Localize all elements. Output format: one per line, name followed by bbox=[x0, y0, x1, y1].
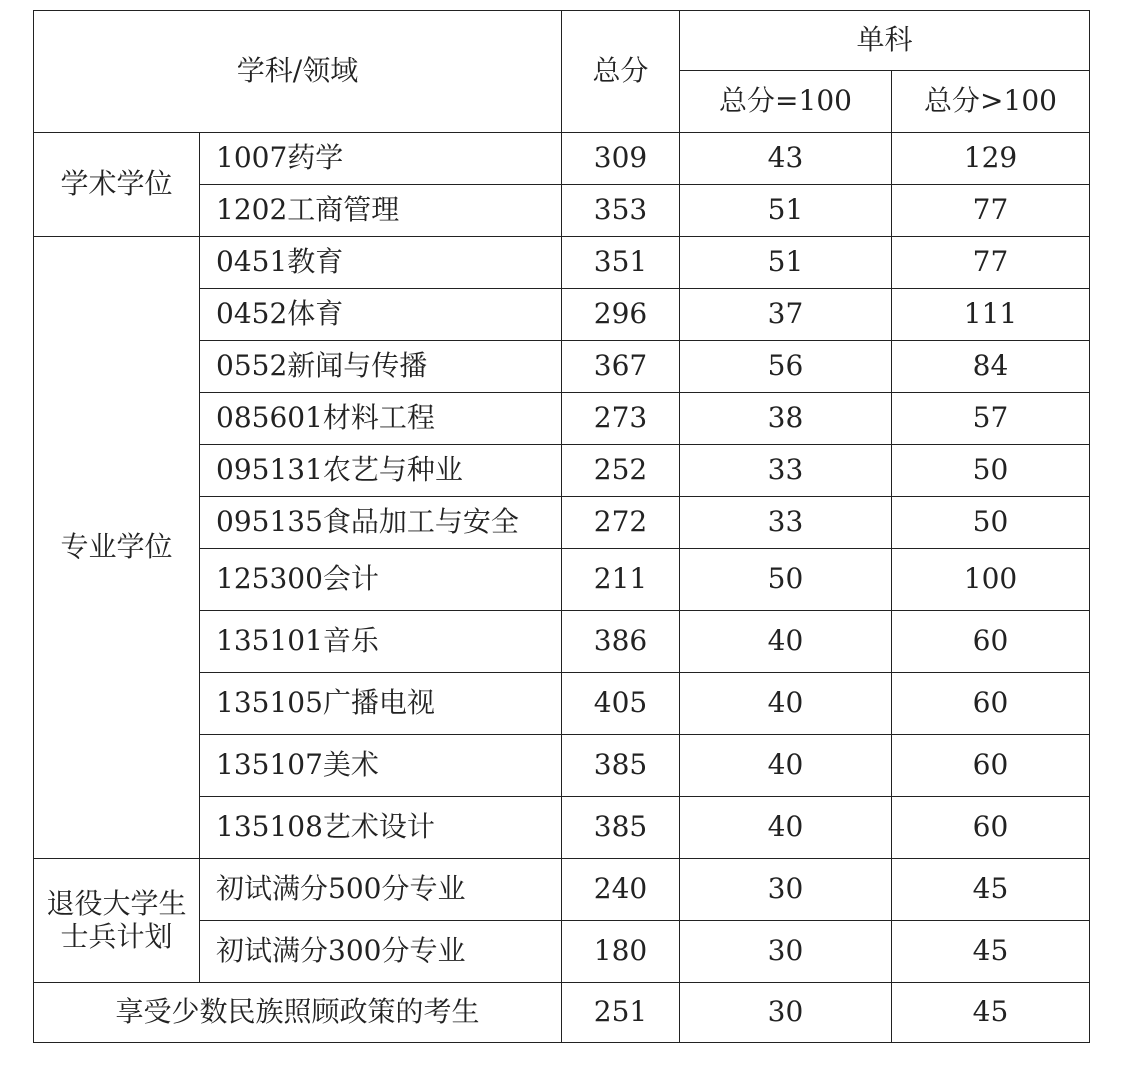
major-cell: 125300会计 bbox=[200, 549, 562, 611]
total-cell: 385 bbox=[562, 797, 680, 859]
major-cell: 0552新闻与传播 bbox=[200, 341, 562, 393]
total-cell: 367 bbox=[562, 341, 680, 393]
table-row bbox=[34, 859, 1090, 921]
total-cell: 351 bbox=[562, 237, 680, 289]
total-cell: 252 bbox=[562, 445, 680, 497]
major-cell: 1007药学 bbox=[200, 133, 562, 185]
gt100-cell: 60 bbox=[892, 735, 1090, 797]
eq100-cell: 40 bbox=[680, 673, 892, 735]
gt100-cell: 57 bbox=[892, 393, 1090, 445]
total-cell: 180 bbox=[562, 921, 680, 983]
total-cell: 251 bbox=[562, 983, 680, 1043]
gt100-cell: 50 bbox=[892, 497, 1090, 549]
score-table bbox=[33, 10, 1090, 1043]
gt100-cell: 77 bbox=[892, 185, 1090, 237]
gt100-cell: 111 bbox=[892, 289, 1090, 341]
major-cell: 085601材料工程 bbox=[200, 393, 562, 445]
gt100-cell: 45 bbox=[892, 859, 1090, 921]
eq100-cell: 30 bbox=[680, 859, 892, 921]
eq100-cell: 51 bbox=[680, 185, 892, 237]
major-cell: 135108艺术设计 bbox=[200, 797, 562, 859]
major-cell: 135101音乐 bbox=[200, 611, 562, 673]
group-label: 退役大学生士兵计划 bbox=[34, 859, 200, 983]
header-single-gt100: 总分>100 bbox=[892, 71, 1090, 133]
major-cell: 初试满分300分专业 bbox=[200, 921, 562, 983]
major-cell: 135107美术 bbox=[200, 735, 562, 797]
gt100-cell: 60 bbox=[892, 673, 1090, 735]
eq100-cell: 50 bbox=[680, 549, 892, 611]
gt100-cell: 60 bbox=[892, 611, 1090, 673]
group-label: 专业学位 bbox=[34, 237, 200, 859]
total-cell: 273 bbox=[562, 393, 680, 445]
header-total: 总分 bbox=[562, 11, 680, 133]
major-cell: 095135食品加工与安全 bbox=[200, 497, 562, 549]
gt100-cell: 77 bbox=[892, 237, 1090, 289]
eq100-cell: 33 bbox=[680, 445, 892, 497]
eq100-cell: 43 bbox=[680, 133, 892, 185]
eq100-cell: 37 bbox=[680, 289, 892, 341]
gt100-cell: 45 bbox=[892, 921, 1090, 983]
minority-label: 享受少数民族照顾政策的考生 bbox=[34, 983, 562, 1043]
total-cell: 272 bbox=[562, 497, 680, 549]
total-cell: 385 bbox=[562, 735, 680, 797]
gt100-cell: 50 bbox=[892, 445, 1090, 497]
major-cell: 095131农艺与种业 bbox=[200, 445, 562, 497]
gt100-cell: 45 bbox=[892, 983, 1090, 1043]
total-cell: 240 bbox=[562, 859, 680, 921]
total-cell: 386 bbox=[562, 611, 680, 673]
eq100-cell: 33 bbox=[680, 497, 892, 549]
table-row bbox=[34, 983, 1090, 1043]
eq100-cell: 40 bbox=[680, 611, 892, 673]
major-cell: 1202工商管理 bbox=[200, 185, 562, 237]
eq100-cell: 51 bbox=[680, 237, 892, 289]
major-cell: 135105广播电视 bbox=[200, 673, 562, 735]
major-cell: 0451教育 bbox=[200, 237, 562, 289]
group-label: 学术学位 bbox=[34, 133, 200, 237]
header-single-eq100: 总分=100 bbox=[680, 71, 892, 133]
gt100-cell: 60 bbox=[892, 797, 1090, 859]
total-cell: 296 bbox=[562, 289, 680, 341]
total-cell: 309 bbox=[562, 133, 680, 185]
gt100-cell: 100 bbox=[892, 549, 1090, 611]
eq100-cell: 40 bbox=[680, 797, 892, 859]
total-cell: 405 bbox=[562, 673, 680, 735]
gt100-cell: 129 bbox=[892, 133, 1090, 185]
eq100-cell: 30 bbox=[680, 983, 892, 1043]
table-row bbox=[34, 237, 1090, 289]
header-single: 单科 bbox=[680, 11, 1090, 71]
major-cell: 0452体育 bbox=[200, 289, 562, 341]
eq100-cell: 30 bbox=[680, 921, 892, 983]
eq100-cell: 56 bbox=[680, 341, 892, 393]
total-cell: 353 bbox=[562, 185, 680, 237]
table-row bbox=[34, 133, 1090, 185]
gt100-cell: 84 bbox=[892, 341, 1090, 393]
total-cell: 211 bbox=[562, 549, 680, 611]
eq100-cell: 38 bbox=[680, 393, 892, 445]
major-cell: 初试满分500分专业 bbox=[200, 859, 562, 921]
eq100-cell: 40 bbox=[680, 735, 892, 797]
header-field: 学科/领域 bbox=[34, 11, 562, 133]
header-row-1 bbox=[34, 11, 1090, 71]
